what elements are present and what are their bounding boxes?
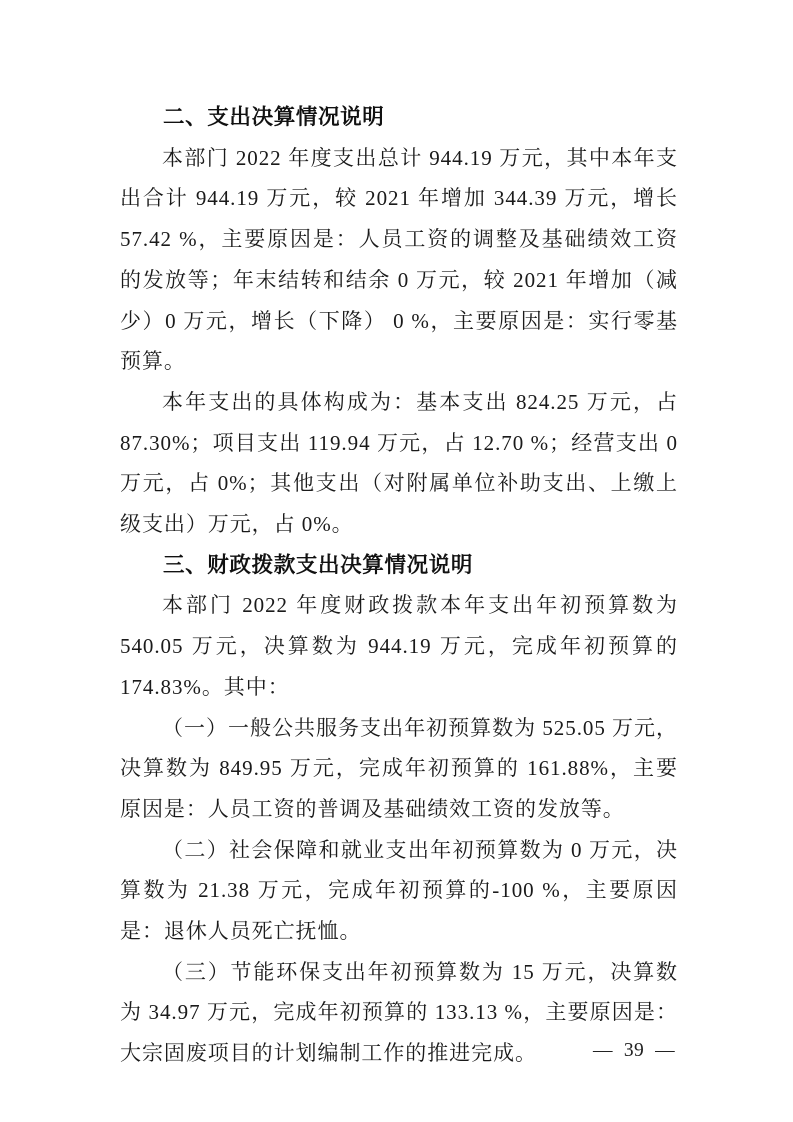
footer-dash-right-icon: — — [655, 1040, 675, 1061]
paragraph-item-general-public-service: （一）一般公共服务支出年初预算数为 525.05 万元，决算数为 849.95 万元，完成年初预算的 161.88%，主要原因是：人员工资的普调及基础绩效工资的发放等。 — [120, 715, 678, 821]
footer-page-number: 39 — [623, 1040, 645, 1061]
section-heading-fiscal-appropriation: 三、财政拨款支出决算情况说明 — [163, 552, 474, 577]
paragraph-expenditure-composition: 本年支出的具体构成为：基本支出 824.25 万元，占 87.30%；项目支出 119.94 万元，占 12.70 %；经营支出 0 万元，占 0%；其他支出（对附属单位补助支出、上缴上级支出）万元，占 0%。 — [120, 389, 678, 537]
footer-dash-left-icon: — — [592, 1040, 613, 1061]
section-heading-expenditure: 二、支出决算情况说明 — [163, 105, 385, 129]
paragraph-item-energy-conservation: （三）节能环保支出年初预算数为 15 万元，决算数为 34.97 万元，完成年初预算的 133.13 %，主要原因是：大宗固废项目的计划编制工作的推进完成。 — [120, 959, 678, 1066]
paragraph-item-social-security: （二）社会保障和就业支出年初预算数为 0 万元，决算数为 21.38 万元，完成年初预算的-100 %，主要原因是：退休人员死亡抚恤。 — [120, 837, 678, 944]
paragraph-fiscal-appropriation-summary: 本部门 2022 年度财政拨款本年支出年初预算数为 540.05 万元，决算数为 944.19 万元，完成年初预算的 174.83%。其中： — [120, 593, 678, 699]
paragraph-expenditure-total: 本部门 2022 年度支出总计 944.19 万元，其中本年支出合计 944.19 万元，较 2021 年增加 344.39 万元，增长 57.42 %，主要原因是：人员工资的调整及基础绩效工资的发放等；年末结转和结余 0 万元，较 2021 年增加（减少）0 万元，增长（下降） 0 %，主要原因是：实行零基预算。 — [120, 145, 678, 374]
page-footer — [593, 1040, 675, 1062]
document-page — [120, 97, 678, 1074]
